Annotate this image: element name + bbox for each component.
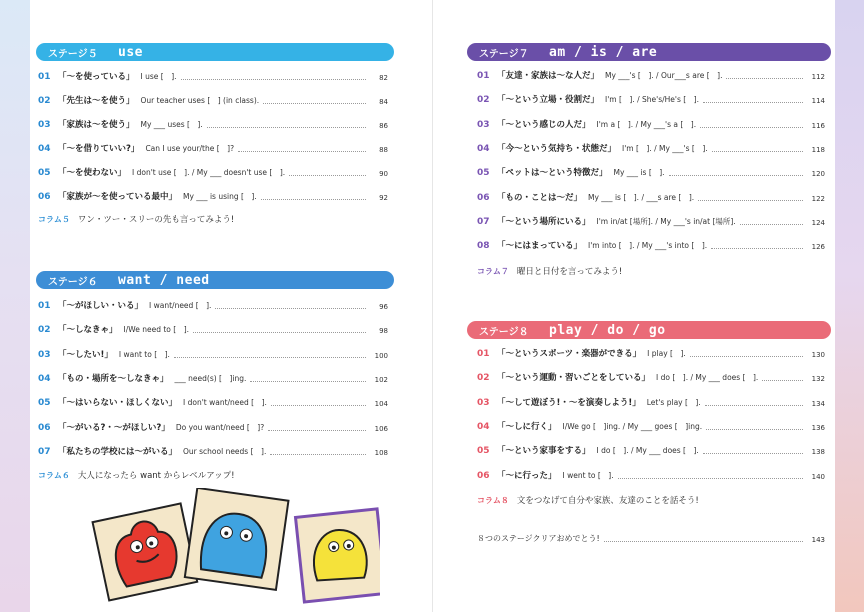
entry-english: I do [ ]. / My ___ does [ ]. xyxy=(596,446,699,456)
toc-entry[interactable] xyxy=(477,442,825,456)
stage-label: ステージ７ xyxy=(479,48,529,60)
entry-english: Can I use your/the [ ]? xyxy=(145,144,235,153)
entry-number: 03 xyxy=(38,120,51,130)
entry-english: I'm in/at [場所]. / My ___'s in/at [場所]. xyxy=(596,216,736,226)
page-number: 130 xyxy=(811,351,825,359)
leader-dots xyxy=(261,199,366,200)
page-number: 143 xyxy=(811,536,825,544)
entry-number: 03 xyxy=(477,119,490,130)
column-text: ワン・ツー・スリーの先も言ってみよう! xyxy=(77,215,235,225)
page-number: 118 xyxy=(811,145,825,154)
entry-title: 「家族が〜を使っている最中」 xyxy=(58,192,178,202)
entry-number: 03 xyxy=(38,349,51,360)
leader-dots xyxy=(207,127,366,128)
entry-number: 05 xyxy=(38,398,51,409)
entry-number: 04 xyxy=(477,421,490,432)
entry-title: 「私たちの学校には〜がいる」 xyxy=(58,446,178,457)
entry-english: My ___ is [ ]. / ___s are [ ]. xyxy=(588,192,695,202)
toc-entry[interactable] xyxy=(38,394,388,408)
entry-english: I want/need [ ]. xyxy=(149,301,212,310)
entry-number: 02 xyxy=(38,325,51,336)
toc-entry[interactable] xyxy=(477,369,825,383)
toc-entry[interactable] xyxy=(477,140,825,154)
leader-dots xyxy=(215,308,366,309)
entry-number: 04 xyxy=(38,144,51,154)
leader-dots xyxy=(268,430,366,431)
entry-title: 「先生は〜を使う」 xyxy=(58,96,135,106)
entry-title: 「〜しなきゃ」 xyxy=(58,325,118,336)
entry-english: Let's play [ ]. xyxy=(646,397,701,407)
entry-number: 06 xyxy=(38,192,51,202)
stage8-header xyxy=(467,321,831,339)
entry-english: I/We go [ ]ing. / My ___ goes [ ]ing. xyxy=(562,421,703,431)
entry-number: 02 xyxy=(38,96,51,106)
stage8-column xyxy=(477,494,699,506)
page-number: 106 xyxy=(374,424,388,433)
entry-title: 「〜を借りていい?」 xyxy=(58,144,140,154)
leader-dots xyxy=(271,405,366,406)
entry-title: 「〜に行った」 xyxy=(497,470,557,481)
stage5-header xyxy=(36,43,394,61)
entry-title: 「〜という場所にいる」 xyxy=(497,216,591,227)
toc-entry[interactable] xyxy=(38,188,388,202)
entry-number: 07 xyxy=(38,446,51,457)
leader-dots xyxy=(263,103,366,104)
toc-entry[interactable] xyxy=(38,370,388,384)
toc-entry[interactable] xyxy=(38,140,388,154)
page-number: 122 xyxy=(811,194,825,203)
entry-title: 「〜したい!」 xyxy=(58,349,113,360)
column-text: 文をつなげて自分や家族、友達のことを話そう! xyxy=(516,496,699,506)
toc-entry[interactable] xyxy=(38,164,388,178)
leader-dots xyxy=(604,541,803,542)
entry-english: I use [ ]. xyxy=(140,72,177,81)
yellow-character-card xyxy=(296,509,380,602)
entry-title: 「ペットは〜という特徴だ」 xyxy=(497,168,608,179)
final-entry[interactable] xyxy=(477,530,825,544)
entry-number: 06 xyxy=(477,470,490,481)
column-text: 曜日と日付を言ってみよう! xyxy=(516,267,623,277)
entry-number: 01 xyxy=(477,71,490,81)
toc-entry[interactable] xyxy=(477,91,825,105)
column-tag: コラム７ xyxy=(477,266,509,276)
toc-entry[interactable] xyxy=(477,394,825,408)
entry-number: 05 xyxy=(477,168,490,179)
leader-dots xyxy=(289,175,366,176)
page-number: 138 xyxy=(811,448,825,457)
page-number: 82 xyxy=(379,74,388,82)
stage-topic: want / need xyxy=(118,272,210,288)
page-number: 102 xyxy=(374,375,388,384)
entry-english: Do you want/need [ ]? xyxy=(175,422,265,432)
toc-entry[interactable] xyxy=(38,443,388,457)
page-number: 84 xyxy=(379,98,388,106)
toc-entry[interactable] xyxy=(477,467,825,481)
entry-english: I'm [ ]. / She's/He's [ ]. xyxy=(605,95,699,105)
entry-number: 08 xyxy=(477,241,490,252)
final-text: ８つのステージクリアおめでとう! xyxy=(477,534,600,543)
leader-dots xyxy=(700,127,803,128)
toc-entry[interactable] xyxy=(477,116,825,130)
entry-english: I'm a [ ]. / My ___'s a [ ]. xyxy=(596,119,697,129)
character-cards-illustration xyxy=(80,488,380,608)
leader-dots xyxy=(726,78,803,79)
entry-number: 02 xyxy=(477,373,490,384)
stage5-column xyxy=(38,213,234,225)
stage-topic: play / do / go xyxy=(549,322,666,338)
page-number: 88 xyxy=(379,146,388,154)
toc-entry[interactable] xyxy=(38,297,388,311)
leader-dots xyxy=(698,200,803,201)
entry-number: 02 xyxy=(477,95,490,106)
page-number: 116 xyxy=(811,121,825,130)
page-number: 140 xyxy=(811,472,825,481)
toc-entry[interactable] xyxy=(477,164,825,178)
page-number: 132 xyxy=(811,375,825,384)
entry-title: 「〜しに行く」 xyxy=(497,421,557,432)
leader-dots xyxy=(762,380,803,381)
entry-english: I play [ ]. xyxy=(647,349,686,358)
right-page xyxy=(432,0,835,612)
leader-dots xyxy=(705,405,803,406)
entry-title: 「〜がいる?・〜がほしい?」 xyxy=(58,422,170,433)
leader-dots xyxy=(238,151,366,152)
page-number: 114 xyxy=(811,97,825,106)
column-tag: コラム８ xyxy=(477,495,509,505)
entry-number: 01 xyxy=(38,72,51,82)
leader-dots xyxy=(690,356,803,357)
entry-title: 「〜を使わない」 xyxy=(58,168,127,178)
red-character-card xyxy=(93,503,198,600)
page-number: 86 xyxy=(379,122,388,130)
entry-title: 「〜を使っている」 xyxy=(58,72,135,82)
page-number: 100 xyxy=(374,351,388,360)
entry-english: I want to [ ]. xyxy=(118,349,170,359)
entry-number: 04 xyxy=(477,143,490,154)
leader-dots xyxy=(706,429,803,430)
toc-entry[interactable] xyxy=(477,237,825,251)
page-number: 124 xyxy=(811,218,825,227)
entry-english: I do [ ]. / My ___ does [ ]. xyxy=(656,373,759,383)
page-number: 96 xyxy=(379,303,388,311)
page-number: 98 xyxy=(379,327,388,336)
toc-entry[interactable] xyxy=(477,418,825,432)
entry-title: 「もの・場所を〜しなきゃ」 xyxy=(58,373,169,384)
leader-dots xyxy=(740,224,803,225)
entry-english: I don't use [ ]. / My ___ doesn't use [ ]. xyxy=(132,168,286,177)
toc-entry[interactable] xyxy=(38,419,388,433)
entry-title: 「〜にはまっている」 xyxy=(497,241,583,252)
stage-label: ステージ８ xyxy=(479,326,529,338)
page-number: 112 xyxy=(811,73,825,81)
stage7-header xyxy=(467,43,831,61)
entry-english: I'm into [ ]. / My ___'s into [ ]. xyxy=(588,241,708,251)
stage6-column xyxy=(38,469,235,481)
page-number: 90 xyxy=(379,170,388,178)
leader-dots xyxy=(250,381,366,382)
toc-entry[interactable] xyxy=(38,321,388,335)
column-text: 大人になったら want からレベルアップ! xyxy=(77,471,235,481)
page-number: 126 xyxy=(811,243,825,252)
toc-entry[interactable] xyxy=(477,345,825,359)
entry-title: 「〜がほしい・いる」 xyxy=(58,301,144,311)
toc-entry[interactable] xyxy=(477,67,825,81)
stage-label: ステージ６ xyxy=(48,276,98,288)
toc-entry[interactable] xyxy=(38,92,388,106)
leader-dots xyxy=(703,102,803,103)
entry-english: Our teacher uses [ ] (in class). xyxy=(140,96,260,105)
entry-english: My ___ is [ ]. xyxy=(613,168,665,178)
stage7-column xyxy=(477,265,622,277)
toc-entry[interactable] xyxy=(38,116,388,130)
entry-english: I'm [ ]. / My ___'s [ ]. xyxy=(622,143,708,153)
entry-title: 「〜して遊ぼう!・〜を演奏しよう!」 xyxy=(497,397,641,408)
leader-dots xyxy=(270,454,366,455)
leader-dots xyxy=(703,453,803,454)
stage-label: ステージ５ xyxy=(48,48,98,60)
toc-entry[interactable] xyxy=(38,68,388,82)
entry-number: 06 xyxy=(38,422,51,433)
leader-dots xyxy=(711,248,803,249)
page-number: 134 xyxy=(811,399,825,408)
entry-english: My ___ is using [ ]. xyxy=(183,192,257,201)
entry-number: 06 xyxy=(477,192,490,203)
toc-entry[interactable] xyxy=(38,346,388,360)
entry-english: ___ need(s) [ ]ing. xyxy=(174,373,247,383)
page-number: 104 xyxy=(374,400,388,409)
entry-english: I went to [ ]. xyxy=(562,470,614,480)
column-tag: コラム６ xyxy=(38,470,70,480)
leader-dots xyxy=(174,357,366,358)
entry-title: 「もの・ことは〜だ」 xyxy=(497,192,583,203)
entry-number: 04 xyxy=(38,373,51,384)
left-page-edge xyxy=(0,0,30,612)
entry-title: 「今〜という気持ち・状態だ」 xyxy=(497,143,617,154)
leader-dots xyxy=(618,478,803,479)
leader-dots xyxy=(669,175,803,176)
toc-entry[interactable] xyxy=(477,189,825,203)
entry-number: 05 xyxy=(477,446,490,457)
leader-dots xyxy=(193,332,366,333)
entry-number: 01 xyxy=(477,349,490,359)
entry-english: Our school needs [ ]. xyxy=(183,446,267,456)
column-tag: コラム５ xyxy=(38,214,70,224)
entry-title: 「家族は〜を使う」 xyxy=(58,120,135,130)
entry-english: I don't want/need [ ]. xyxy=(183,398,267,408)
entry-english: My ___'s [ ]. / Our___s are [ ]. xyxy=(605,71,723,80)
entry-english: My ___ uses [ ]. xyxy=(140,120,203,129)
entry-title: 「友達・家族は〜な人だ」 xyxy=(497,71,600,81)
blue-character-card xyxy=(185,488,289,590)
stage6-header xyxy=(36,271,394,289)
page-number: 108 xyxy=(374,448,388,457)
stage-topic: am / is / are xyxy=(549,44,658,60)
entry-number: 03 xyxy=(477,397,490,408)
page-number: 120 xyxy=(811,170,825,179)
entry-number: 07 xyxy=(477,216,490,227)
entry-title: 「〜はいらない・ほしくない」 xyxy=(58,398,178,409)
leader-dots xyxy=(181,79,366,80)
entry-title: 「〜という感じの人だ」 xyxy=(497,119,591,130)
leader-dots xyxy=(712,151,803,152)
toc-entry[interactable] xyxy=(477,213,825,227)
right-page-edge xyxy=(834,0,864,612)
left-page xyxy=(30,0,432,612)
entry-title: 「〜という運動・習いごとをしている」 xyxy=(497,373,651,384)
page-number: 136 xyxy=(811,423,825,432)
stage-topic: use xyxy=(118,44,143,60)
entry-title: 「〜という立場・役割だ」 xyxy=(497,95,600,106)
entry-title: 「〜というスポーツ・楽器ができる」 xyxy=(497,349,642,359)
entry-english: I/We need to [ ]. xyxy=(123,325,190,335)
page-number: 92 xyxy=(379,194,388,202)
entry-number: 01 xyxy=(38,301,51,311)
entry-title: 「〜という家事をする」 xyxy=(497,446,591,457)
entry-number: 05 xyxy=(38,168,51,178)
